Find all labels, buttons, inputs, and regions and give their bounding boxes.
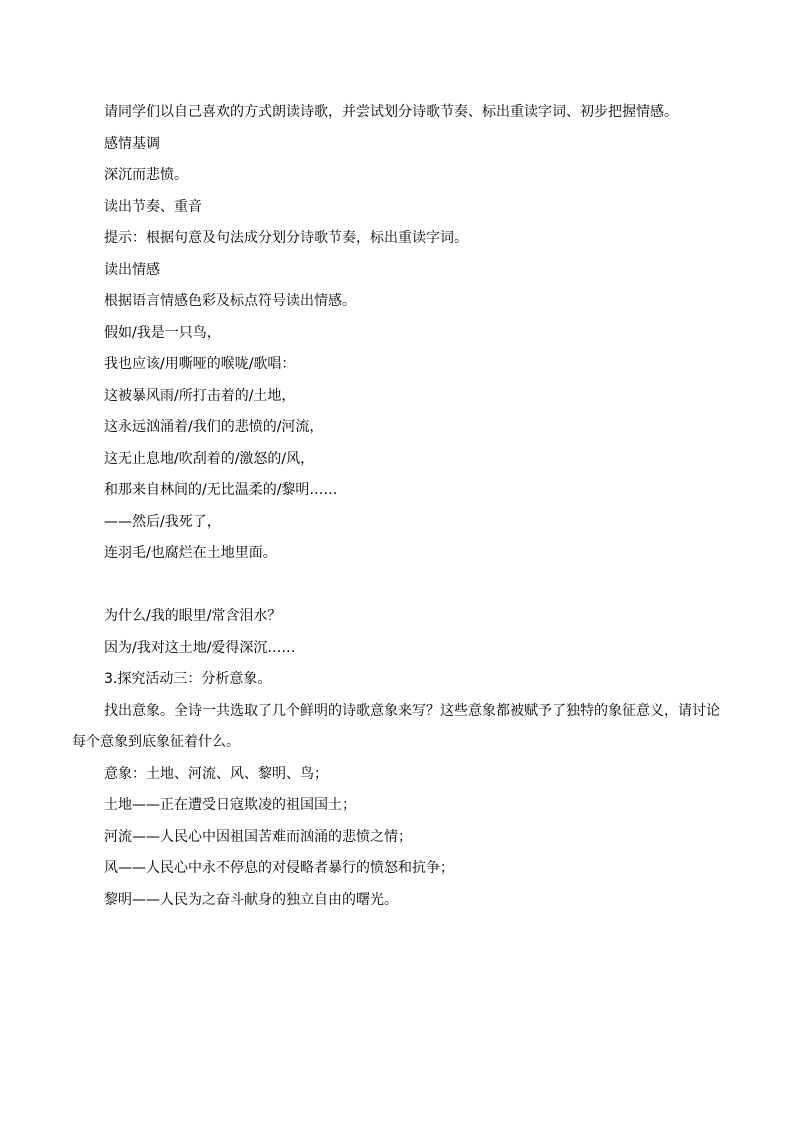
paragraph-imagery-dawn: 黎明——人民为之奋斗献身的独立自由的曙光。 [104, 891, 398, 908]
heading-emotion-tone: 感情基调 [104, 135, 160, 152]
poem-line: 连羽毛/也腐烂在土地里面。 [104, 545, 277, 561]
heading-read-emotion: 读出情感 [104, 261, 160, 278]
poem-line: 假如/我是一只鸟， [104, 324, 221, 341]
poem-line: 和那来自林间的/无比温柔的/黎明…… [104, 482, 338, 498]
paragraph-emotion-tone: 深沉而悲愤。 [104, 167, 188, 183]
paragraph-read-emotion: 根据语言情感色彩及标点符号读出情感。 [104, 293, 356, 309]
document-body [72, 97, 724, 916]
heading-activity-three: 3.探究活动三：分析意象。 [104, 671, 272, 687]
poem-line: 为什么/我的眼里/常含泪水？ [104, 608, 282, 624]
paragraph-imagery-wind: 风——人民心中永不停息的对侵略者暴行的愤怒和抗争； [104, 860, 454, 876]
poem-line: 因为/我对这土地/爱得深沉…… [104, 639, 296, 656]
poem-line: ——然后/我死了， [104, 513, 221, 530]
poem-line: 这永远汹涌着/我们的悲愤的/河流， [104, 419, 324, 435]
paragraph-imagery-river: 河流——人民心中因祖国苦难而汹涌的悲愤之情； [104, 828, 412, 845]
poem-line: 这无止息地/吹刮着的/激怒的/风， [104, 450, 315, 467]
paragraph-hint: 提示：根据句意及句法成分划分诗歌节奏，标出重读字词。 [104, 230, 468, 246]
paragraph-imagery-land: 土地——正在遭受日寇欺凌的祖国国土； [104, 797, 356, 813]
paragraph-intro: 请同学们以自己喜欢的方式朗读诗歌，并尝试划分诗歌节奏、标出重读字词、初步把握情感。 [104, 104, 678, 120]
paragraph-find-imagery: 找出意象。全诗一共选取了几个鲜明的诗歌意象来写？这些意象都被赋予了独特的象征意义，请讨论每个意象到底象征着什么。 [72, 702, 720, 750]
heading-rhythm-stress: 读出节奏、重音 [104, 198, 202, 215]
poem-line: 这被暴风雨/所打击着的/土地， [104, 387, 296, 404]
poem-line: 我也应该/用嘶哑的喉咙/歌唱： [104, 356, 296, 372]
paragraph-imagery-list: 意象：土地、河流、风、黎明、鸟； [104, 765, 328, 782]
stanza-gap [72, 570, 724, 602]
